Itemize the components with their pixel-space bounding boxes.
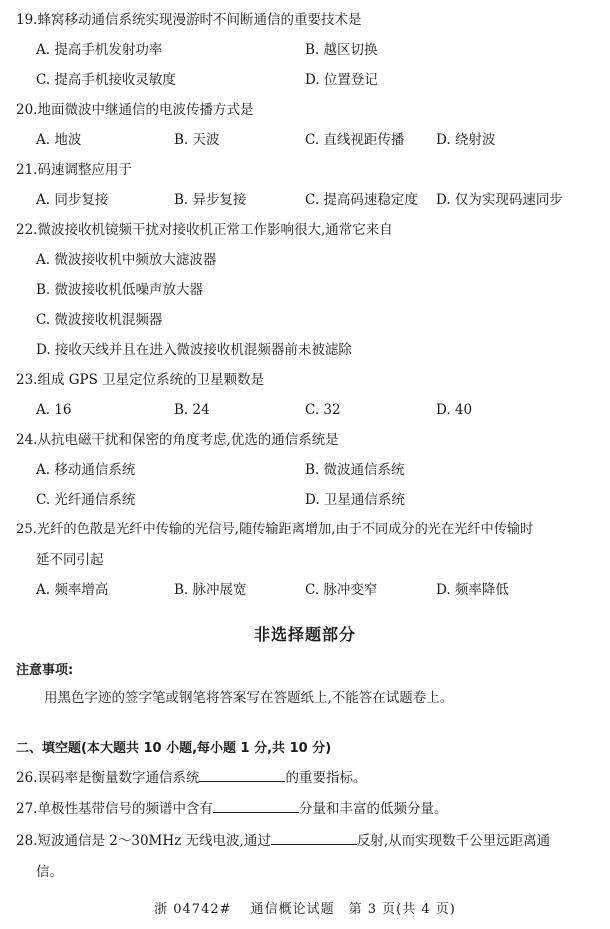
q20-option-d: D. 绕射波: [436, 132, 496, 148]
section-title: 非选择题部分: [253, 625, 356, 644]
notice-text: 用黑色字迹的签字笔或钢笔将答案写在答题纸上,不能答在试题卷上。: [44, 690, 454, 706]
q24-option-b: B. 微波通信系统: [305, 462, 405, 478]
q19-option-c: C. 提高手机接收灵敏度: [36, 72, 176, 88]
q23-option-b: B. 24: [174, 402, 210, 418]
q22-option-a: A. 微波接收机中频放大滤波器: [36, 252, 217, 268]
q24-option-d: D. 卫星通信系统: [305, 492, 405, 508]
page-footer: 浙 04742# 通信概论试题 第 3 页(共 4 页): [154, 902, 456, 917]
question-23-stem: 23.组成 GPS 卫星定位系统的卫星颗数是: [16, 372, 265, 388]
question-25-stem-line1: 25.光纤的色散是光纤中传输的光信号,随传输距离增加,由于不同成分的光在光纤中传输时: [16, 522, 534, 537]
question-28-line2: 信。: [36, 864, 63, 880]
q26-text-before: 26.误码率是衡量数字通信系统: [16, 770, 200, 786]
q23-option-d: D. 40: [436, 402, 473, 418]
q25-option-a: A. 频率增高: [36, 582, 109, 598]
q21-option-a: A. 同步复接: [36, 192, 109, 208]
q26-text-after: 的重要指标。: [285, 770, 367, 786]
q23-option-a: A. 16: [36, 402, 72, 418]
q28-text-after: 反射,从而实现数千公里远距离通: [356, 833, 551, 849]
question-22-stem: 22.微波接收机镜频干扰对接收机正常工作影响很大,通常它来自: [16, 222, 393, 238]
question-24-stem: 24.从抗电磁干扰和保密的角度考虑,优选的通信系统是: [16, 432, 339, 448]
question-27: [16, 800, 447, 818]
q22-option-c: C. 微波接收机混频器: [36, 312, 163, 328]
q19-option-a: A. 提高手机发射功率: [36, 42, 163, 58]
question-28: [16, 832, 550, 850]
q27-text-after: 分量和丰富的低频分量。: [298, 801, 448, 817]
q22-option-d: D. 接收天线并且在进入微波接收机混频器前未被滤除: [36, 342, 352, 358]
q19-option-b: B. 越区切换: [305, 42, 378, 58]
q22-option-b: B. 微波接收机低噪声放大器: [36, 282, 204, 298]
q25-option-c: C. 脉冲变窄: [305, 582, 378, 598]
q20-option-c: C. 直线视距传播: [305, 132, 405, 148]
q20-option-a: A. 地波: [36, 132, 82, 148]
q24-option-a: A. 移动通信系统: [36, 462, 136, 478]
question-19-stem: 19.蜂窝移动通信系统实现漫游时不间断通信的重要技术是: [16, 12, 362, 28]
question-20-stem: 20.地面微波中继通信的电波传播方式是: [16, 102, 254, 118]
question-25-stem-line2: 延不同引起: [36, 552, 104, 568]
q21-option-d: D. 仅为实现码速同步: [436, 192, 563, 208]
question-21-stem: 21.码速调整应用于: [16, 162, 132, 178]
notice-heading: 注意事项:: [16, 663, 74, 678]
q21-option-c: C. 提高码速稳定度: [305, 192, 418, 208]
q19-option-d: D. 位置登记: [305, 72, 378, 88]
q23-option-c: C. 32: [305, 402, 341, 418]
q21-option-b: B. 异步复接: [174, 192, 247, 208]
q25-option-b: B. 脉冲展宽: [174, 582, 247, 598]
question-26: [16, 769, 366, 787]
q26-blank: [199, 769, 285, 782]
q28-blank: [271, 832, 357, 845]
q24-option-c: C. 光纤通信系统: [36, 492, 136, 508]
part2-heading: 二、填空题(本大题共 10 小题,每小题 1 分,共 10 分): [16, 741, 332, 756]
q27-blank: [213, 800, 299, 813]
q28-text-before: 28.短波通信是 2～30MHz 无线电波,通过: [16, 833, 271, 849]
q20-option-b: B. 天波: [174, 132, 220, 148]
q25-option-d: D. 频率降低: [436, 582, 509, 598]
q27-text-before: 27.单极性基带信号的频谱中含有: [16, 801, 213, 817]
